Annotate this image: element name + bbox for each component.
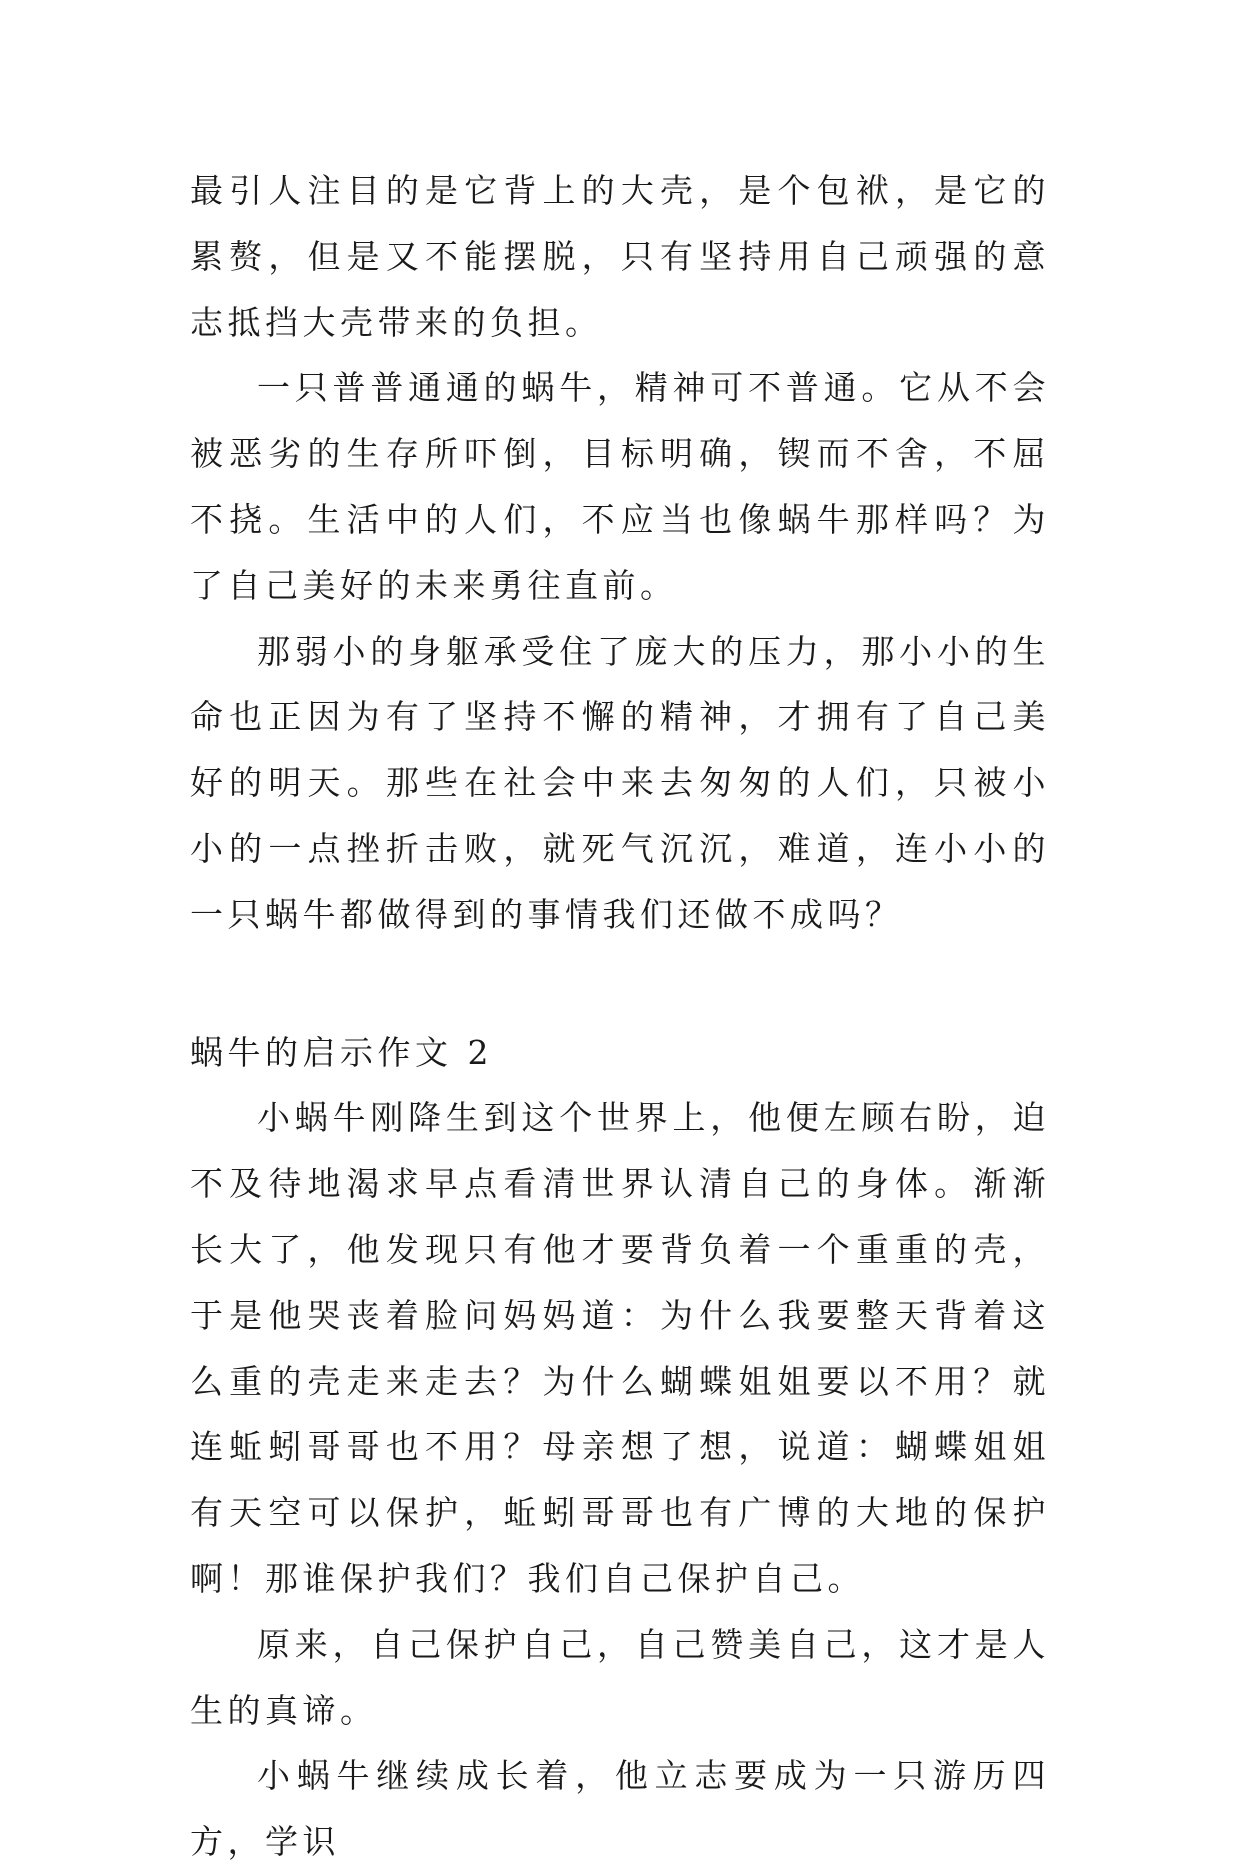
section-title: 蜗牛的启示作文 2 [190,1032,493,1072]
section-gap [190,948,1050,1020]
paragraph-truth: 原来，自己保护自己，自己赞美自己，这才是人生的真谛。 [190,1624,1050,1730]
paragraph-burden: 最引人注目的是它背上的大壳，是个包袱，是它的累赘，但是又不能摆脱，只有坚持用自己顽强的意志抵挡大壳带来的负担。 [190,171,1050,342]
paragraph-little-snail: 小蜗牛刚降生到这个世界上，他便左顾右盼，迫不及待地渴求早点看清世界认清自己的身体。渐渐长大了，他发现只有他才要背负着一个重重的壳，于是他哭丧着脸问妈妈道：为什么我要整天背着这么重的壳走来走去？为什么蝴蝶姐姐要以不用？就连蚯蚓哥哥也不用？母亲想了想，说道：蝴蝶姐姐有天空可以保护，蚯蚓哥哥也有广博的大地的保护啊！那谁保护我们？我们自己保护自己。 [190,1098,1050,1598]
paragraph-persistence: 那弱小的身躯承受住了庞大的压力，那小小的生命也正因为有了坚持不懈的精神，才拥有了自己美好的明天。那些在社会中来去匆匆的人们，只被小小的一点挫折击败，就死气沉沉，难道，连小小的一只蜗牛都做得到的事情我们还做不成吗？ [190,631,1050,934]
document-page [190,158,1050,1875]
paragraph-growing: 小蜗牛继续成长着，他立志要成为一只游历四方，学识 [190,1756,1050,1862]
paragraph-spirit: 一只普普通通的蜗牛，精神可不普通。它从不会被恶劣的生存所吓倒，目标明确，锲而不舍，不屈不挠。生活中的人们，不应当也像蜗牛那样吗？为了自己美好的未来勇往直前。 [190,368,1050,605]
